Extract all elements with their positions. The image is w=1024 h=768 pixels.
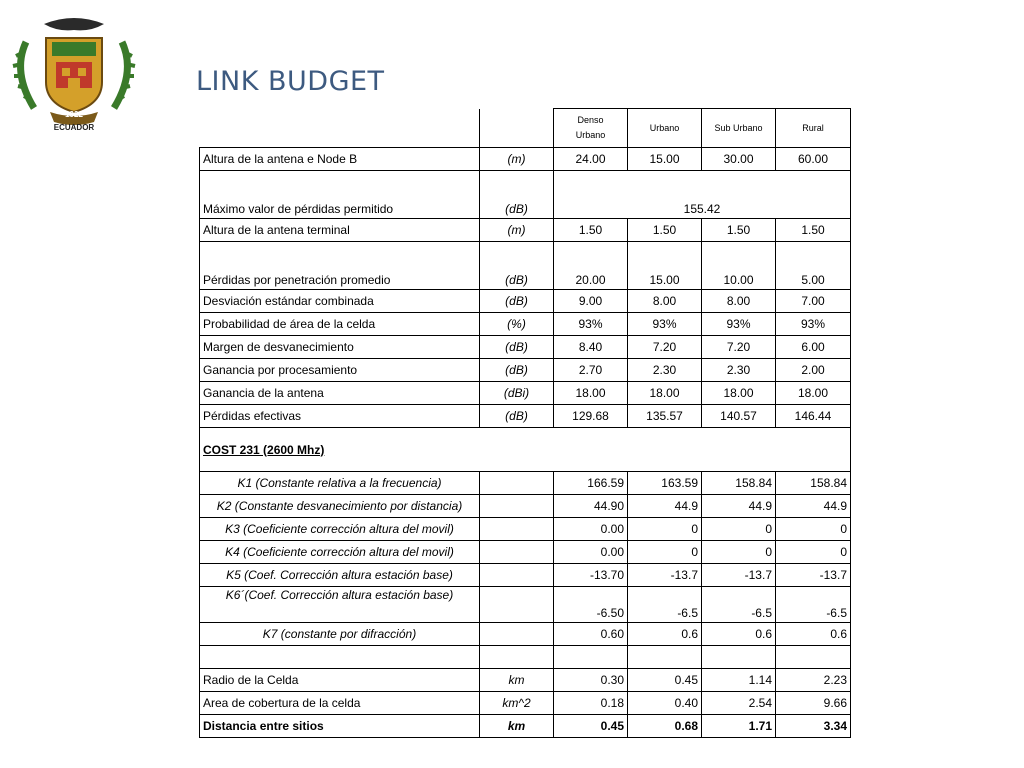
row-label: Máximo valor de pérdidas permitido (200, 171, 480, 219)
cell-urbano: 7.20 (628, 336, 702, 359)
row-label: Ganancia de la antena (200, 382, 480, 405)
cell-sub-urbano: 1.71 (702, 715, 776, 738)
table-row (200, 359, 851, 382)
cell-urbano: 0.68 (628, 715, 702, 738)
cell-rural: 0.6 (776, 623, 851, 646)
row-unit: (dB) (480, 290, 554, 313)
row-label: Distancia entre sitios (200, 715, 480, 738)
header-urbano: Urbano (628, 109, 702, 148)
cell-sub-urbano: 0 (702, 541, 776, 564)
row-unit-empty (480, 541, 554, 564)
row-label: Probabilidad de área de la celda (200, 313, 480, 336)
cell-urbano: 44.9 (628, 495, 702, 518)
cell-sub-urbano: 0 (702, 518, 776, 541)
cell-rural: 18.00 (776, 382, 851, 405)
cell-urbano: -13.7 (628, 564, 702, 587)
cell-sub-urbano: 1.14 (702, 669, 776, 692)
section-title-cost231: COST 231 (2600 Mhz) (200, 428, 851, 472)
cell-rural: 93% (776, 313, 851, 336)
row-unit-empty (480, 564, 554, 587)
svg-text:1922: 1922 (65, 110, 83, 119)
empty-cell (628, 646, 702, 669)
cell-denso-urbano: 18.00 (554, 382, 628, 405)
cell-sub-urbano: -13.7 (702, 564, 776, 587)
row-label: K6´(Coef. Corrección altura estación base) (200, 587, 480, 623)
cell-denso-urbano: 20.00 (554, 242, 628, 290)
crest-emblem-icon (4, 12, 144, 132)
table-row (200, 405, 851, 428)
row-unit: (m) (480, 219, 554, 242)
cell-urbano: 8.00 (628, 290, 702, 313)
cell-denso-urbano: 44.90 (554, 495, 628, 518)
table-row (200, 692, 851, 715)
row-label: K1 (Constante relativa a la frecuencia) (200, 472, 480, 495)
cell-denso-urbano: 129.68 (554, 405, 628, 428)
cell-denso-urbano: 0.00 (554, 541, 628, 564)
row-label: Margen de desvanecimiento (200, 336, 480, 359)
cell-rural: 0 (776, 541, 851, 564)
cell-urbano: 2.30 (628, 359, 702, 382)
row-label: K7 (constante por difracción) (200, 623, 480, 646)
cell-urbano: 0 (628, 518, 702, 541)
section-header-row (200, 428, 851, 472)
table-row (200, 495, 851, 518)
row-label: Ganancia por procesamiento (200, 359, 480, 382)
table-row (200, 518, 851, 541)
cell-denso-urbano: 0.30 (554, 669, 628, 692)
empty-cell (480, 646, 554, 669)
row-unit: km (480, 669, 554, 692)
cell-sub-urbano: -6.5 (702, 587, 776, 623)
cell-denso-urbano: 9.00 (554, 290, 628, 313)
row-unit-empty (480, 495, 554, 518)
cell-rural: 2.00 (776, 359, 851, 382)
cell-sub-urbano: 158.84 (702, 472, 776, 495)
empty-cell (702, 646, 776, 669)
cell-rural: 2.23 (776, 669, 851, 692)
cell-rural: 7.00 (776, 290, 851, 313)
cell-rural: 0 (776, 518, 851, 541)
cell-urbano: 0.6 (628, 623, 702, 646)
row-label: Pérdidas efectivas (200, 405, 480, 428)
cell-sub-urbano: 8.00 (702, 290, 776, 313)
cell-denso-urbano: 0.00 (554, 518, 628, 541)
cell-rural: 9.66 (776, 692, 851, 715)
link-budget-table (199, 108, 851, 738)
cell-urbano: 1.50 (628, 219, 702, 242)
cell-rural: 3.34 (776, 715, 851, 738)
cell-merged-value: 155.42 (554, 171, 851, 219)
cell-sub-urbano: 140.57 (702, 405, 776, 428)
row-unit-empty (480, 587, 554, 623)
row-label: K3 (Coeficiente corrección altura del movil) (200, 518, 480, 541)
cell-sub-urbano: 2.30 (702, 359, 776, 382)
table-row (200, 541, 851, 564)
table-row (200, 382, 851, 405)
cell-urbano: 0 (628, 541, 702, 564)
cell-rural: 146.44 (776, 405, 851, 428)
table-row (200, 587, 851, 623)
row-label: Area de cobertura de la celda (200, 692, 480, 715)
row-label: K2 (Constante desvanecimiento por distancia) (200, 495, 480, 518)
row-label: K5 (Coef. Corrección altura estación base) (200, 564, 480, 587)
table-header-row (200, 109, 851, 148)
cell-rural: 158.84 (776, 472, 851, 495)
cell-denso-urbano: 2.70 (554, 359, 628, 382)
row-unit: km^2 (480, 692, 554, 715)
institution-crest-logo (4, 12, 144, 132)
row-unit: (%) (480, 313, 554, 336)
cell-sub-urbano: 2.54 (702, 692, 776, 715)
cell-rural: 5.00 (776, 242, 851, 290)
cell-sub-urbano: 7.20 (702, 336, 776, 359)
cell-denso-urbano: -13.70 (554, 564, 628, 587)
header-rural: Rural (776, 109, 851, 148)
cell-urbano: 93% (628, 313, 702, 336)
cell-denso-urbano: 0.60 (554, 623, 628, 646)
empty-row (200, 646, 851, 669)
cell-urbano: 0.45 (628, 669, 702, 692)
row-unit: (dBi) (480, 382, 554, 405)
cell-sub-urbano: 0.6 (702, 623, 776, 646)
cell-sub-urbano: 93% (702, 313, 776, 336)
cell-denso-urbano: 24.00 (554, 148, 628, 171)
table-row (200, 472, 851, 495)
cell-rural: -13.7 (776, 564, 851, 587)
header-blank-cell (200, 109, 480, 148)
row-unit: (dB) (480, 242, 554, 290)
cell-rural: 44.9 (776, 495, 851, 518)
table-row (200, 564, 851, 587)
cell-sub-urbano: 30.00 (702, 148, 776, 171)
cell-urbano: 0.40 (628, 692, 702, 715)
cell-denso-urbano: 1.50 (554, 219, 628, 242)
table-row (200, 623, 851, 646)
row-label: K4 (Coeficiente corrección altura del movil) (200, 541, 480, 564)
row-unit-empty (480, 518, 554, 541)
empty-cell (554, 646, 628, 669)
table-row (200, 669, 851, 692)
row-unit-empty (480, 472, 554, 495)
cell-denso-urbano: 93% (554, 313, 628, 336)
empty-cell (776, 646, 851, 669)
row-label: Altura de la antena terminal (200, 219, 480, 242)
cell-rural: 1.50 (776, 219, 851, 242)
row-label: Desviación estándar combinada (200, 290, 480, 313)
cell-denso-urbano: 8.40 (554, 336, 628, 359)
cell-sub-urbano: 18.00 (702, 382, 776, 405)
cell-rural: 6.00 (776, 336, 851, 359)
cell-denso-urbano: 0.45 (554, 715, 628, 738)
cell-sub-urbano: 10.00 (702, 242, 776, 290)
table-row (200, 242, 851, 290)
table-row (200, 336, 851, 359)
table-row (200, 313, 851, 336)
table-row (200, 715, 851, 738)
row-unit: (dB) (480, 336, 554, 359)
cell-rural: 60.00 (776, 148, 851, 171)
row-unit: (dB) (480, 171, 554, 219)
svg-text:ECUADOR: ECUADOR (53, 123, 95, 132)
cell-urbano: 15.00 (628, 242, 702, 290)
row-label: Radio de la Celda (200, 669, 480, 692)
row-label: Pérdidas por penetración promedio (200, 242, 480, 290)
header-sub-urbano: Sub Urbano (702, 109, 776, 148)
table-row (200, 171, 851, 219)
row-unit: km (480, 715, 554, 738)
cell-denso-urbano: 166.59 (554, 472, 628, 495)
table-row (200, 219, 851, 242)
row-unit-empty (480, 623, 554, 646)
cell-urbano: 163.59 (628, 472, 702, 495)
cell-denso-urbano: -6.50 (554, 587, 628, 623)
cell-urbano: -6.5 (628, 587, 702, 623)
cell-sub-urbano: 44.9 (702, 495, 776, 518)
row-label: Altura de la antena e Node B (200, 148, 480, 171)
cell-urbano: 18.00 (628, 382, 702, 405)
cell-rural: -6.5 (776, 587, 851, 623)
slide-title: LINK BUDGET (196, 66, 385, 97)
cell-urbano: 135.57 (628, 405, 702, 428)
table-row (200, 148, 851, 171)
header-blank-cell (480, 109, 554, 148)
empty-cell (200, 646, 480, 669)
table-row (200, 290, 851, 313)
cell-denso-urbano: 0.18 (554, 692, 628, 715)
row-unit: (dB) (480, 405, 554, 428)
cell-sub-urbano: 1.50 (702, 219, 776, 242)
cell-urbano: 15.00 (628, 148, 702, 171)
row-unit: (dB) (480, 359, 554, 382)
row-unit: (m) (480, 148, 554, 171)
header-denso-urbano: Denso Urbano (554, 109, 628, 148)
